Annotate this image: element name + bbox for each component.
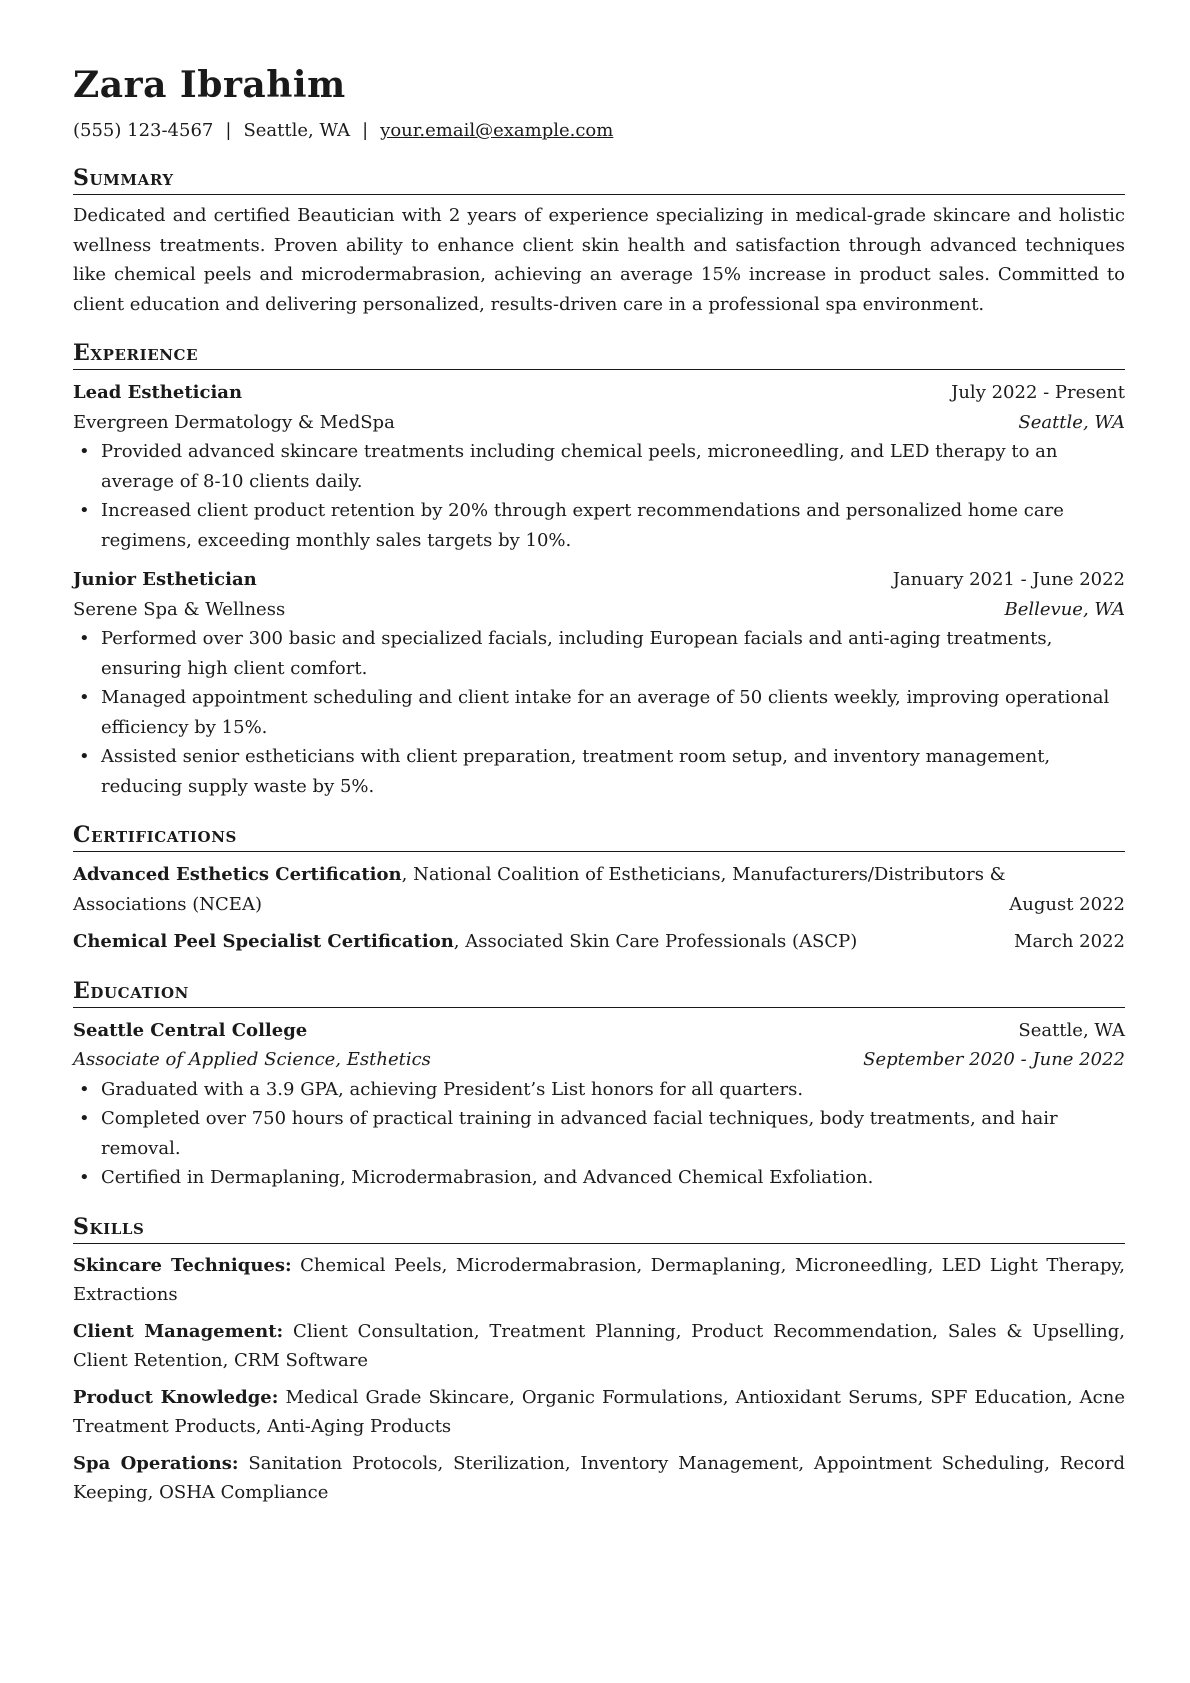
location: Seattle, WA [243,120,351,141]
candidate-name: Zara Ibrahim [73,64,346,106]
job-bullets [73,437,1125,555]
job-entry [73,378,1125,555]
bullet-item: • Increased client product retention by 20% through expert recommendations and personalized home care regimens, exceeding monthly sales targets by 10%. [101,496,1125,555]
job-location: Seattle, WA [1018,411,1125,433]
skill-group [73,1317,1125,1376]
job-company: Serene Spa & Wellness [73,598,286,620]
skill-label: Skincare Techniques: [73,1254,292,1276]
skill-list: Client Consultation, Treatment Planning, Product Recommendation, Sales & Upselling, Client Retention, CRM Software [73,1320,1125,1371]
bullet-item: • Assisted senior estheticians with client preparation, treatment room setup, and inventory management, reducing supply waste by 5%. [101,742,1125,801]
experience-section [73,339,1125,801]
job-location: Bellevue, WA [1004,598,1125,620]
certification-issuer: Associations (NCEA) [73,893,262,915]
skill-list: Chemical Peels, Microdermabrasion, Dermaplaning, Microneedling, LED Light Therapy, Extractions [73,1254,1125,1305]
contact-separator: | [225,120,232,141]
bullet-item: • Performed over 300 basic and specialized facials, including European facials and anti-aging treatments, ensuring high client comfort. [101,624,1125,683]
school-location: Seattle, WA [1018,1019,1125,1041]
contact-line [73,118,1125,144]
summary-section [73,164,1125,319]
certification-name: Chemical Peel Specialist Certification [73,931,454,952]
skill-list: Sanitation Protocols, Sterilization, Inventory Management, Appointment Scheduling, Record Keeping, OSHA Compliance [73,1452,1126,1503]
section-title-summary: Summary [73,164,1125,195]
resume-page [73,60,1125,1508]
skill-label: Product Knowledge: [73,1386,279,1408]
phone-number: (555) 123-4567 [73,120,214,141]
certification-date: August 2022 [1009,893,1125,915]
bullet-item: • Graduated with a 3.9 GPA, achieving President’s List honors for all quarters. [101,1075,1125,1105]
email-link[interactable]: your.email@example.com [380,120,614,141]
section-title-skills: Skills [73,1213,1125,1244]
job-dates: January 2021 - June 2022 [892,569,1125,590]
skill-group [73,1383,1125,1442]
certification-name: Advanced Esthetics Certification [73,864,402,885]
skills-section [73,1213,1125,1508]
job-role: Junior Esthetician [73,569,257,590]
certification-date: March 2022 [1014,931,1125,952]
certification-issuer: , Associated Skin Care Professionals (ASCP) [453,931,858,952]
skill-group [73,1251,1125,1310]
certification-entry [73,860,1125,919]
bullet-item: • Managed appointment scheduling and client intake for an average of 50 clients weekly, improving operational efficiency by 15%. [101,683,1125,742]
job-bullets [73,624,1125,801]
bullet-item: • Provided advanced skincare treatments including chemical peels, microneedling, and LED therapy to an average of 8-10 clients daily. [101,437,1125,496]
section-title-experience: Experience [73,339,1125,370]
certification-issuer: , National Coalition of Estheticians, Manufacturers/Distributors & [401,864,1006,885]
education-dates: September 2020 - June 2022 [863,1049,1125,1070]
degree: Associate of Applied Science, Esthetics [73,1049,431,1070]
skill-label: Spa Operations: [73,1452,239,1474]
job-entry [73,565,1125,801]
school-name: Seattle Central College [73,1019,308,1041]
certifications-section [73,821,1125,957]
education-entry [73,1016,1125,1193]
section-title-education: Education [73,977,1125,1008]
job-role: Lead Esthetician [73,382,243,403]
job-dates: July 2022 - Present [951,382,1125,403]
certification-entry [73,927,1125,957]
skill-list: Medical Grade Skincare, Organic Formulations, Antioxidant Serums, SPF Education, Acne Treatment Products, Anti-Aging Products [73,1386,1126,1437]
skill-label: Client Management: [73,1320,284,1342]
summary-text: Dedicated and certified Beautician with 2 years of experience specializing in medical-grade skincare and holistic wellness treatments. Proven ability to enhance client skin health and satisfaction through advanced techniques like chemical peels and microdermabrasion, achieving an average 15% increase in product sales. Committed to client education and delivering personalized, results-driven care in a professional spa environment. [73,205,1125,315]
bullet-item: • Certified in Dermaplaning, Microdermabrasion, and Advanced Chemical Exfoliation. [101,1163,1125,1193]
contact-separator: | [362,120,369,141]
education-bullets [73,1075,1125,1193]
job-company: Evergreen Dermatology & MedSpa [73,411,395,433]
bullet-item: • Completed over 750 hours of practical training in advanced facial techniques, body treatments, and hair removal. [101,1104,1125,1163]
section-title-certifications: Certifications [73,821,1125,852]
education-section [73,977,1125,1193]
skill-group [73,1449,1125,1508]
